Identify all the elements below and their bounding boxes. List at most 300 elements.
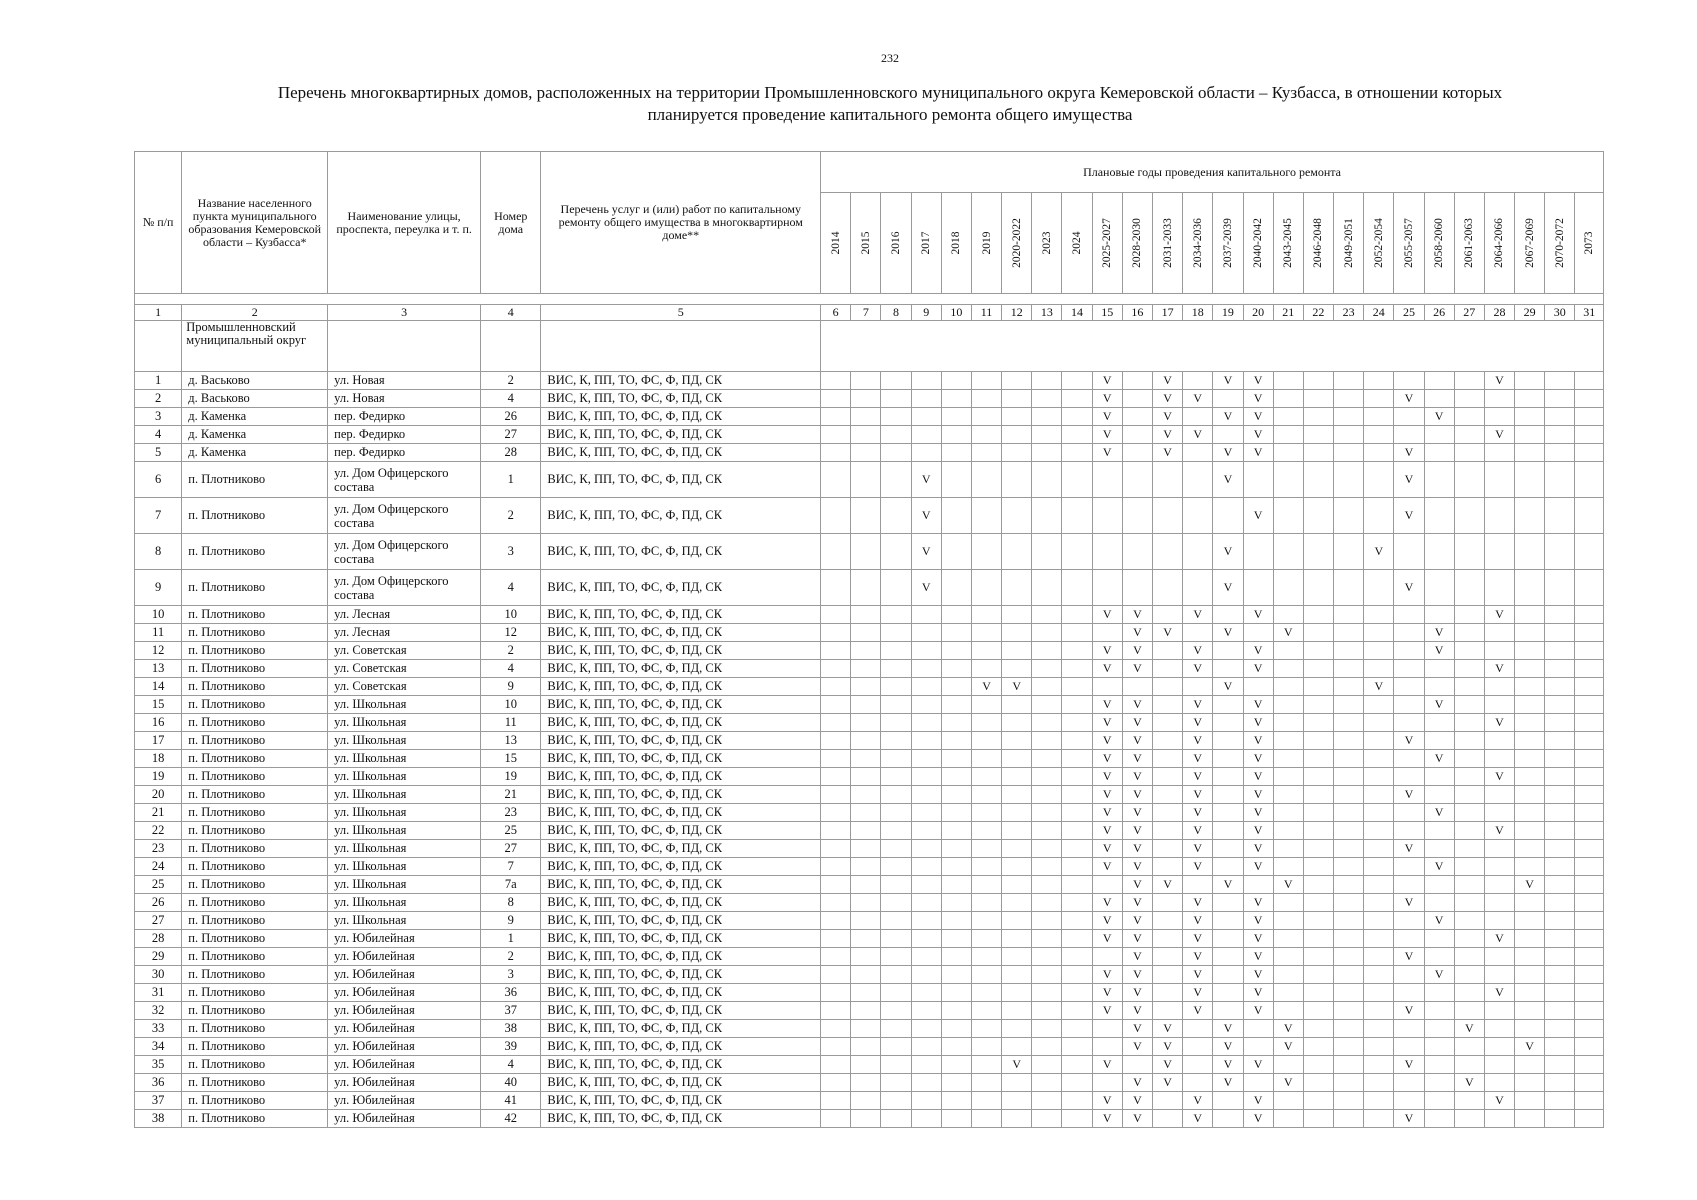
table-row <box>135 426 1604 444</box>
row-house-number: 2 <box>481 948 541 966</box>
row-number: 31 <box>135 984 182 1002</box>
year-cell <box>971 1020 1001 1038</box>
year-header-label: 2024 <box>1071 231 1084 255</box>
row-street: ул. Юбилейная <box>328 1092 481 1110</box>
year-cell <box>851 660 881 678</box>
district-empty-cell <box>328 321 481 372</box>
year-cell <box>1273 444 1303 462</box>
year-cell <box>1334 1020 1364 1038</box>
district-num-cell <box>135 321 182 372</box>
year-mark: V <box>1424 624 1454 642</box>
year-mark: V <box>1092 372 1122 390</box>
year-cell <box>1545 372 1575 390</box>
row-works-list: ВИС, К, ПП, ТО, ФС, Ф, ПД, СК <box>541 426 821 444</box>
year-cell <box>1484 1038 1514 1056</box>
year-cell <box>1334 858 1364 876</box>
year-cell <box>1213 912 1243 930</box>
year-cell <box>1364 984 1394 1002</box>
year-mark: V <box>1183 390 1213 408</box>
year-cell <box>1394 912 1424 930</box>
year-cell <box>821 390 851 408</box>
year-mark: V <box>1394 1002 1424 1020</box>
year-cell <box>1424 1002 1454 1020</box>
year-cell <box>1515 462 1545 498</box>
year-cell <box>941 624 971 642</box>
year-cell <box>881 696 911 714</box>
year-header-label: 2015 <box>859 231 872 255</box>
year-cell <box>821 966 851 984</box>
row-house-number: 40 <box>481 1074 541 1092</box>
year-mark: V <box>1183 930 1213 948</box>
year-cell <box>1545 1092 1575 1110</box>
year-header-label: 2020-2022 <box>1010 218 1023 268</box>
table-row <box>135 570 1604 606</box>
year-cell <box>821 732 851 750</box>
year-cell <box>1545 624 1575 642</box>
year-cell <box>1545 444 1575 462</box>
table-row <box>135 678 1604 696</box>
year-cell <box>1575 894 1604 912</box>
year-cell <box>911 1002 941 1020</box>
year-cell <box>1334 1038 1364 1056</box>
row-house-number: 19 <box>481 768 541 786</box>
year-cell <box>1515 822 1545 840</box>
year-cell <box>881 660 911 678</box>
row-street: ул. Дом Офицерского состава <box>328 498 481 534</box>
row-street: ул. Юбилейная <box>328 1038 481 1056</box>
year-cell <box>1213 768 1243 786</box>
year-cell <box>1394 714 1424 732</box>
year-cell <box>1152 912 1182 930</box>
year-cell <box>1002 426 1032 444</box>
year-cell <box>1062 462 1092 498</box>
year-cell <box>1484 678 1514 696</box>
year-mark: V <box>1213 444 1243 462</box>
year-header <box>881 193 911 294</box>
year-cell <box>1424 714 1454 732</box>
column-number: 1 <box>135 305 182 321</box>
year-cell <box>1364 426 1394 444</box>
year-mark: V <box>1243 732 1273 750</box>
year-cell <box>941 678 971 696</box>
year-cell <box>1545 660 1575 678</box>
year-mark: V <box>1213 1038 1243 1056</box>
year-mark: V <box>1092 858 1122 876</box>
year-mark: V <box>1183 858 1213 876</box>
year-mark: V <box>1213 570 1243 606</box>
year-cell <box>1575 750 1604 768</box>
year-cell <box>1002 984 1032 1002</box>
year-cell <box>1032 786 1062 804</box>
year-cell <box>1484 750 1514 768</box>
year-header-label: 2037-2039 <box>1221 218 1234 268</box>
row-locality: п. Плотниково <box>182 1074 328 1092</box>
year-mark: V <box>1183 1002 1213 1020</box>
year-cell <box>1122 390 1152 408</box>
year-cell <box>1334 1074 1364 1092</box>
year-cell <box>1273 1110 1303 1128</box>
year-mark: V <box>1394 732 1424 750</box>
year-cell <box>1243 624 1273 642</box>
year-cell <box>881 1038 911 1056</box>
year-mark: V <box>1092 822 1122 840</box>
year-cell <box>881 624 911 642</box>
year-cell <box>1545 876 1575 894</box>
year-cell <box>1273 408 1303 426</box>
row-number: 10 <box>135 606 182 624</box>
year-cell <box>1273 750 1303 768</box>
year-cell <box>1424 1056 1454 1074</box>
year-cell <box>821 822 851 840</box>
row-works-list: ВИС, К, ПП, ТО, ФС, Ф, ПД, СК <box>541 390 821 408</box>
year-cell <box>1062 498 1092 534</box>
year-mark: V <box>1273 1074 1303 1092</box>
year-cell <box>1454 642 1484 660</box>
year-cell <box>1334 660 1364 678</box>
year-cell <box>1394 1020 1424 1038</box>
document-title-line-2: планируется проведение капитального ремонта общего имущества <box>647 105 1133 124</box>
row-number: 20 <box>135 786 182 804</box>
table-row <box>135 1020 1604 1038</box>
year-cell <box>1092 462 1122 498</box>
year-cell <box>1062 750 1092 768</box>
year-cell <box>941 894 971 912</box>
year-cell <box>821 696 851 714</box>
year-cell <box>821 912 851 930</box>
year-cell <box>1032 714 1062 732</box>
row-street: ул. Дом Офицерского состава <box>328 570 481 606</box>
year-cell <box>1484 444 1514 462</box>
year-cell <box>1213 498 1243 534</box>
year-header-label: 2046-2048 <box>1312 218 1325 268</box>
year-cell <box>1424 498 1454 534</box>
year-cell <box>1303 948 1333 966</box>
year-mark: V <box>1243 840 1273 858</box>
year-mark: V <box>1183 696 1213 714</box>
year-cell <box>1032 660 1062 678</box>
year-cell <box>1152 984 1182 1002</box>
year-mark: V <box>1243 390 1273 408</box>
row-locality: д. Каменка <box>182 444 328 462</box>
table-row <box>135 966 1604 984</box>
year-cell <box>881 1110 911 1128</box>
year-cell <box>1152 786 1182 804</box>
year-cell <box>1575 444 1604 462</box>
year-cell <box>971 930 1001 948</box>
year-header <box>1243 193 1273 294</box>
year-cell <box>1152 642 1182 660</box>
year-cell <box>1152 1110 1182 1128</box>
year-cell <box>941 642 971 660</box>
year-cell <box>941 786 971 804</box>
row-number: 36 <box>135 1074 182 1092</box>
year-cell <box>1545 426 1575 444</box>
year-cell <box>821 1110 851 1128</box>
row-works-list: ВИС, К, ПП, ТО, ФС, Ф, ПД, СК <box>541 498 821 534</box>
year-cell <box>1152 1092 1182 1110</box>
year-cell <box>1364 642 1394 660</box>
year-cell <box>1394 426 1424 444</box>
year-cell <box>1092 876 1122 894</box>
year-cell <box>1303 498 1333 534</box>
year-cell <box>821 426 851 444</box>
table-row <box>135 840 1604 858</box>
year-cell <box>1454 894 1484 912</box>
year-cell <box>941 1074 971 1092</box>
district-empty-cell <box>481 321 541 372</box>
year-mark: V <box>1243 1056 1273 1074</box>
year-cell <box>851 966 881 984</box>
year-mark: V <box>1122 732 1152 750</box>
row-works-list: ВИС, К, ПП, ТО, ФС, Ф, ПД, СК <box>541 966 821 984</box>
year-cell <box>1575 498 1604 534</box>
year-header-label: 2040-2042 <box>1252 218 1265 268</box>
year-cell <box>1062 660 1092 678</box>
year-cell <box>1484 498 1514 534</box>
year-cell <box>1454 822 1484 840</box>
row-works-list: ВИС, К, ПП, ТО, ФС, Ф, ПД, СК <box>541 732 821 750</box>
year-cell <box>1545 390 1575 408</box>
row-street: ул. Школьная <box>328 840 481 858</box>
year-cell <box>1062 642 1092 660</box>
year-mark: V <box>1122 948 1152 966</box>
year-cell <box>1575 930 1604 948</box>
year-cell <box>941 1110 971 1128</box>
year-cell <box>881 444 911 462</box>
row-house-number: 41 <box>481 1092 541 1110</box>
row-house-number: 7 <box>481 858 541 876</box>
year-cell <box>1273 462 1303 498</box>
year-cell <box>1334 462 1364 498</box>
year-cell <box>941 1056 971 1074</box>
year-cell <box>1334 750 1364 768</box>
year-cell <box>1364 372 1394 390</box>
year-cell <box>1545 1056 1575 1074</box>
year-cell <box>911 1020 941 1038</box>
year-cell <box>1002 786 1032 804</box>
year-cell <box>1032 930 1062 948</box>
year-cell <box>941 426 971 444</box>
year-cell <box>821 1056 851 1074</box>
year-cell <box>1394 750 1424 768</box>
year-cell <box>1062 570 1092 606</box>
year-cell <box>1273 894 1303 912</box>
year-cell <box>1424 894 1454 912</box>
year-cell <box>971 714 1001 732</box>
year-cell <box>911 642 941 660</box>
year-cell <box>1273 912 1303 930</box>
year-cell <box>911 750 941 768</box>
year-mark: V <box>1213 624 1243 642</box>
year-mark: V <box>1092 750 1122 768</box>
row-locality: п. Плотниково <box>182 462 328 498</box>
row-house-number: 3 <box>481 534 541 570</box>
row-works-list: ВИС, К, ПП, ТО, ФС, Ф, ПД, СК <box>541 1038 821 1056</box>
year-cell <box>1032 462 1062 498</box>
year-cell <box>1545 1002 1575 1020</box>
year-mark: V <box>1152 1056 1182 1074</box>
year-cell <box>1303 732 1333 750</box>
year-cell <box>851 912 881 930</box>
year-cell <box>941 372 971 390</box>
table-row <box>135 876 1604 894</box>
year-cell <box>1152 1002 1182 1020</box>
row-works-list: ВИС, К, ПП, ТО, ФС, Ф, ПД, СК <box>541 534 821 570</box>
year-cell <box>1092 1074 1122 1092</box>
year-cell <box>911 786 941 804</box>
year-header <box>1545 193 1575 294</box>
year-header-label: 2017 <box>920 231 933 255</box>
table-row <box>135 948 1604 966</box>
year-cell <box>881 498 911 534</box>
year-cell <box>1213 696 1243 714</box>
year-header-label: 2064-2066 <box>1493 218 1506 268</box>
page-number: 232 <box>881 51 899 65</box>
year-cell <box>1032 498 1062 534</box>
year-cell <box>1122 534 1152 570</box>
year-mark: V <box>1092 444 1122 462</box>
row-locality: п. Плотниково <box>182 984 328 1002</box>
year-cell <box>1394 606 1424 624</box>
year-cell <box>1484 624 1514 642</box>
year-cell <box>971 372 1001 390</box>
year-cell <box>851 1092 881 1110</box>
year-cell <box>941 498 971 534</box>
year-cell <box>881 768 911 786</box>
year-cell <box>881 750 911 768</box>
year-cell <box>1364 1020 1394 1038</box>
year-cell <box>1515 966 1545 984</box>
year-mark: V <box>1122 912 1152 930</box>
year-cell <box>1303 408 1333 426</box>
column-number: 17 <box>1152 305 1182 321</box>
year-cell <box>821 1002 851 1020</box>
year-cell <box>1575 408 1604 426</box>
year-cell <box>971 984 1001 1002</box>
year-cell <box>1364 1110 1394 1128</box>
year-cell <box>1334 1056 1364 1074</box>
year-mark: V <box>1183 912 1213 930</box>
header-street: Наименование улицы, проспекта, переулка и т. п. <box>328 152 481 294</box>
table-row <box>135 804 1604 822</box>
column-number: 13 <box>1032 305 1062 321</box>
year-header-label: 2023 <box>1040 231 1053 255</box>
year-cell <box>1002 804 1032 822</box>
row-house-number: 10 <box>481 606 541 624</box>
year-cell <box>1364 1038 1394 1056</box>
year-cell <box>1273 426 1303 444</box>
year-cell <box>821 876 851 894</box>
year-cell <box>1454 462 1484 498</box>
year-mark: V <box>1213 1056 1243 1074</box>
column-number: 30 <box>1545 305 1575 321</box>
year-cell <box>1364 930 1394 948</box>
year-cell <box>911 1110 941 1128</box>
year-cell <box>1273 966 1303 984</box>
row-locality: п. Плотниково <box>182 1056 328 1074</box>
year-cell <box>1545 534 1575 570</box>
year-cell <box>1213 966 1243 984</box>
year-mark: V <box>1122 858 1152 876</box>
year-cell <box>1454 408 1484 426</box>
year-cell <box>1303 930 1333 948</box>
year-cell <box>1545 714 1575 732</box>
row-number: 22 <box>135 822 182 840</box>
table-row <box>135 930 1604 948</box>
year-cell <box>1032 912 1062 930</box>
year-mark: V <box>1122 930 1152 948</box>
year-cell <box>1545 930 1575 948</box>
document-title-line-1: Перечень многоквартирных домов, расположенных на территории Промышленновского муниципального округа Кемеровской области – Кузбасса, в отношении которых <box>277 83 1503 102</box>
year-cell <box>821 984 851 1002</box>
row-locality: п. Плотниково <box>182 768 328 786</box>
row-street: ул. Советская <box>328 642 481 660</box>
row-number: 19 <box>135 768 182 786</box>
year-cell <box>1213 858 1243 876</box>
year-cell <box>1515 408 1545 426</box>
row-works-list: ВИС, К, ПП, ТО, ФС, Ф, ПД, СК <box>541 1074 821 1092</box>
year-mark: V <box>1484 372 1514 390</box>
year-cell <box>1062 1092 1092 1110</box>
year-cell <box>881 804 911 822</box>
row-works-list: ВИС, К, ПП, ТО, ФС, Ф, ПД, СК <box>541 786 821 804</box>
year-cell <box>1424 876 1454 894</box>
year-cell <box>881 606 911 624</box>
row-works-list: ВИС, К, ПП, ТО, ФС, Ф, ПД, СК <box>541 462 821 498</box>
year-cell <box>881 570 911 606</box>
year-cell <box>851 426 881 444</box>
year-cell <box>1002 606 1032 624</box>
table-row <box>135 858 1604 876</box>
year-cell <box>1334 984 1364 1002</box>
year-cell <box>1002 768 1032 786</box>
year-cell <box>1575 804 1604 822</box>
year-cell <box>941 606 971 624</box>
year-cell <box>1183 1074 1213 1092</box>
year-mark: V <box>1515 876 1545 894</box>
year-cell <box>1424 534 1454 570</box>
row-house-number: 3 <box>481 966 541 984</box>
year-cell <box>911 966 941 984</box>
year-cell <box>1062 768 1092 786</box>
year-cell <box>881 930 911 948</box>
year-cell <box>1575 822 1604 840</box>
year-cell <box>1484 642 1514 660</box>
year-cell <box>1062 714 1092 732</box>
year-cell <box>1152 606 1182 624</box>
year-header-label: 2052-2054 <box>1372 218 1385 268</box>
year-cell <box>1484 876 1514 894</box>
year-cell <box>1394 642 1424 660</box>
year-mark: V <box>1122 840 1152 858</box>
year-mark: V <box>1092 966 1122 984</box>
year-cell <box>1394 372 1424 390</box>
year-mark: V <box>1122 894 1152 912</box>
row-works-list: ВИС, К, ПП, ТО, ФС, Ф, ПД, СК <box>541 678 821 696</box>
year-cell <box>1152 894 1182 912</box>
year-mark: V <box>1243 1110 1273 1128</box>
year-mark: V <box>1183 660 1213 678</box>
year-mark: V <box>1092 732 1122 750</box>
year-mark: V <box>911 498 941 534</box>
year-mark: V <box>1213 1020 1243 1038</box>
year-mark: V <box>971 678 1001 696</box>
year-cell <box>1484 1020 1514 1038</box>
year-cell <box>1152 732 1182 750</box>
year-mark: V <box>1183 966 1213 984</box>
year-cell <box>1515 1020 1545 1038</box>
year-header <box>821 193 851 294</box>
